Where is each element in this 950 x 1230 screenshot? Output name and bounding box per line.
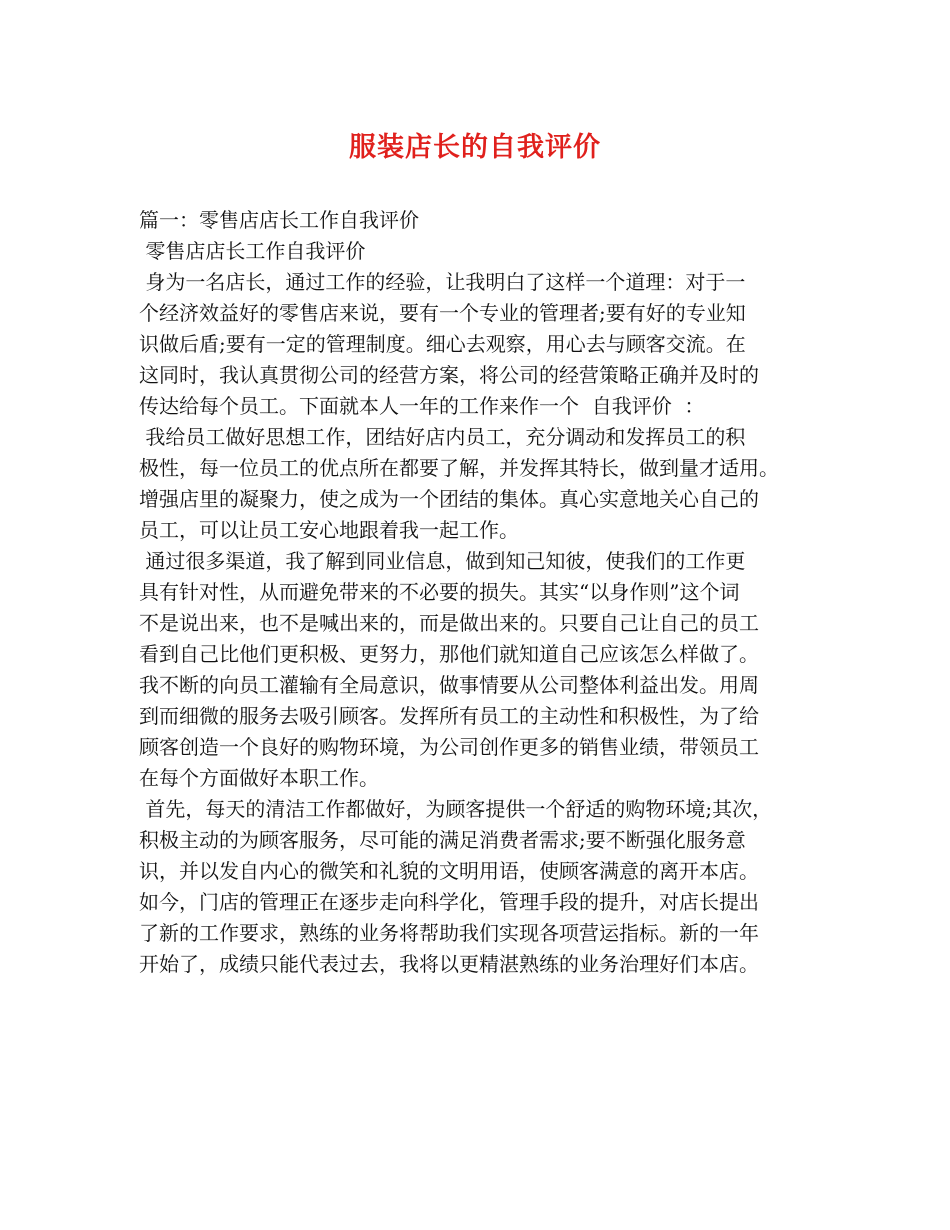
text-line: 我给员工做好思想工作，团结好店内员工，充分调动和发挥员工的积 xyxy=(139,425,746,449)
text-line: 到而细微的服务去吸引顾客。发挥所有员工的主动性和积极性，为了给 xyxy=(139,704,759,728)
text-line: 如今，门店的管理正在逐步走向科学化，管理手段的提升，对店长提出 xyxy=(139,890,759,914)
text-line: 开始了，成绩只能代表过去，我将以更精湛熟练的业务治理好们本店。 xyxy=(139,952,759,976)
text-line: 个经济效益好的零售店来说，要有一个专业的管理者;要有好的专业知 xyxy=(139,301,746,325)
text-line: 了新的工作要求，熟练的业务将帮助我们实现各项营运指标。新的一年 xyxy=(139,921,759,945)
text-line: 零售店店长工作自我评价 xyxy=(139,239,366,263)
text-line: 顾客创造一个良好的购物环境，为公司创作更多的销售业绩，带领员工 xyxy=(139,735,759,759)
text-line: 极性，每一位员工的优点所在都要了解，并发挥其特长，做到量才适用。 xyxy=(139,456,779,480)
text-line: 在每个方面做好本职工作。 xyxy=(139,766,379,790)
text-line: 传达给每个员工。下面就本人一年的工作来作一个 自我评价 ： xyxy=(139,394,705,418)
text-line: 身为一名店长，通过工作的经验，让我明白了这样一个道理：对于一 xyxy=(139,270,746,294)
document-body xyxy=(139,205,829,980)
text-line: 员工，可以让员工安心地跟着我一起工作。 xyxy=(139,518,519,542)
text-line: 篇一：零售店店长工作自我评价 xyxy=(139,208,419,232)
text-line: 积极主动的为顾客服务，尽可能的满足消费者需求;要不断强化服务意 xyxy=(139,828,746,852)
text-line: 看到自己比他们更积极、更努力，那他们就知道自己应该怎么样做了。 xyxy=(139,642,759,666)
text-line: 不是说出来，也不是喊出来的，而是做出来的。只要自己让自己的员工 xyxy=(139,611,759,635)
text-line: 首先，每天的清洁工作都做好，为顾客提供一个舒适的购物环境;其次， xyxy=(139,797,773,821)
document-title: 服装店长的自我评价 xyxy=(349,132,601,163)
text-line: 这同时，我认真贯彻公司的经营方案，将公司的经营策略正确并及时的 xyxy=(139,363,759,387)
text-line: 具有针对性，从而避免带来的不必要的损失。其实“以身作则”这个词 xyxy=(139,580,740,604)
text-line: 增强店里的凝聚力，使之成为一个团结的集体。真心实意地关心自己的 xyxy=(139,487,759,511)
text-line: 识做后盾;要有一定的管理制度。细心去观察，用心去与顾客交流。在 xyxy=(139,332,746,356)
text-line: 我不断的向员工灌输有全局意识，做事情要从公司整体利益出发。用周 xyxy=(139,673,759,697)
text-line: 通过很多渠道，我了解到同业信息，做到知己知彼，使我们的工作更 xyxy=(139,549,746,573)
text-line: 识，并以发自内心的微笑和礼貌的文明用语，使顾客满意的离开本店。 xyxy=(139,859,759,883)
